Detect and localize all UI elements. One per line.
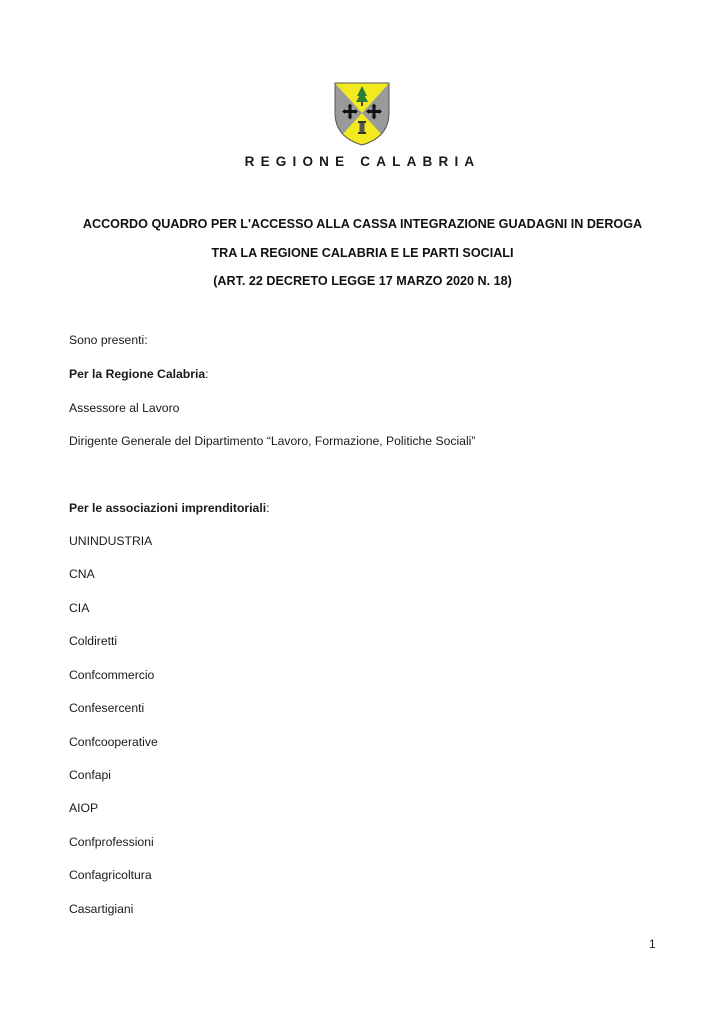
regione-heading-label: Per la Regione Calabria [69, 367, 206, 381]
associazioni-section-heading: Per le associazioni imprenditoriali: [69, 501, 270, 515]
association-item: CNA [69, 567, 95, 581]
document-title-line-3: (ART. 22 DECRETO LEGGE 17 MARZO 2020 N. 18) [213, 274, 512, 288]
regione-calabria-coat-of-arms-icon [331, 79, 393, 147]
association-item: Coldiretti [69, 634, 118, 648]
association-item: Confcooperative [69, 735, 158, 749]
region-name-heading: REGIONE CALABRIA [244, 154, 481, 169]
regione-section-heading: Per la Regione Calabria: [69, 367, 209, 381]
regione-member: Dirigente Generale del Dipartimento “Lavoro, Formazione, Politiche Sociali” [69, 434, 476, 448]
association-item: AIOP [69, 801, 99, 815]
intro-text: Sono presenti: [69, 333, 148, 347]
associazioni-heading-label: Per le associazioni imprenditoriali [69, 501, 267, 515]
association-item: Casartigiani [69, 902, 134, 916]
association-item: Confesercenti [69, 701, 145, 715]
document-title-line-1: ACCORDO QUADRO PER L'ACCESSO ALLA CASSA INTEGRAZIONE GUADAGNI IN DEROGA [82, 217, 643, 231]
association-item: Confcommercio [69, 668, 155, 682]
association-item: Confapi [69, 768, 112, 782]
document-title-line-2: TRA LA REGIONE CALABRIA E LE PARTI SOCIALI [211, 246, 514, 260]
association-item: Confprofessioni [69, 835, 154, 849]
association-item: Confagricoltura [69, 868, 152, 882]
page-number: 1 [649, 937, 656, 951]
association-item: UNINDUSTRIA [69, 534, 153, 548]
regione-member: Assessore al Lavoro [69, 401, 180, 415]
association-item: CIA [69, 601, 90, 615]
